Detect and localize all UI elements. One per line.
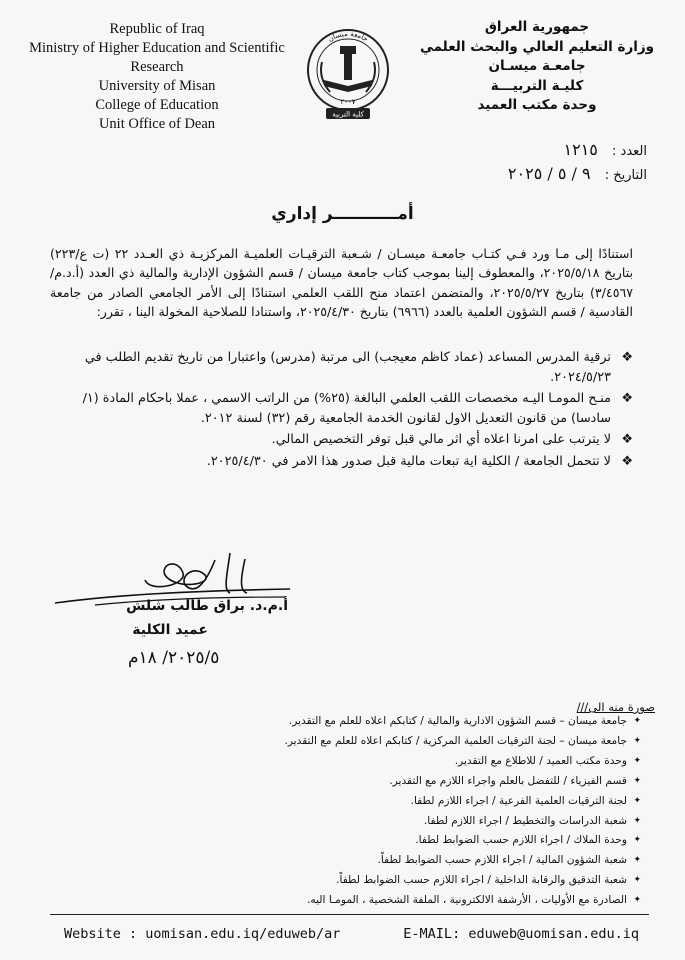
cc-list xyxy=(60,712,641,911)
footer-website[interactable]: Website : uomisan.edu.iq/eduweb/ar xyxy=(64,926,341,942)
reference-date-value: ٩ / ٥ / ٢٠٢٥ xyxy=(507,164,591,183)
letterhead-line: University of Misan xyxy=(98,78,216,94)
cc-item: ✦ قسم الفيزياء / للتفضل بالعلم واجراء اللازم مع التقدير. xyxy=(60,772,641,792)
reference-date xyxy=(508,164,647,183)
order-clause: ❖ منـح المومـا اليـه مخصصات اللقب العلمي البالغة (٢٥%) من الراتب الاسمي ، عملا باحكام المادة (١/سادسا) من قانون التعديل الاول لقانون الخدمة الجامعية رقم (٣٢) لسنة ٢٠١٢. xyxy=(60,389,633,428)
seal-bottom-text: كلية التربية xyxy=(332,110,364,119)
cc-item: ✦ جامعة ميسان – لجنة الترقيات العلمية المركزية / كتابكم اعلاه للعلم مع التقدير. xyxy=(60,732,641,752)
reference-date-label: التاريخ : xyxy=(604,168,647,183)
letterhead-line: جامعـة ميسـان xyxy=(488,58,586,74)
seal-top-text: جامعة ميسان xyxy=(326,29,370,44)
footer-divider xyxy=(50,914,649,915)
cc-item: ✦ وحدة مكتب العميد / للاطلاع مع التقدير. xyxy=(60,752,641,772)
letterhead-line: College of Education xyxy=(95,97,219,113)
order-clause: ❖ لا يترتب على امرنا اعلاه أي اثر مالي قبل توفر التخصيص المالي. xyxy=(60,430,633,450)
cc-item: ✦ جامعة ميسان – قسم الشؤون الادارية والمالية / كتابكم اعلاه للعلم مع التقدير. xyxy=(60,712,641,732)
university-seal-logo xyxy=(302,22,394,122)
letterhead-line: وزارة التعليم العالي والبحث العلمي xyxy=(419,38,655,55)
cc-item: ✦ وحدة الملاك / اجراء اللازم حسب الضوابط لطفا. xyxy=(60,831,641,851)
cc-heading: صورة منه الى/// xyxy=(576,700,655,714)
letterhead-line: Republic of Iraq xyxy=(109,21,205,37)
signatory-name: أ.م.د. براق طالب شلش xyxy=(126,598,288,614)
footer-email[interactable]: E-MAIL: eduweb@uomisan.edu.iq xyxy=(403,926,639,942)
reference-number xyxy=(564,140,648,159)
cc-item: ✦ شعبة الدراسات والتخطيط / اجراء اللازم لطفا. xyxy=(60,812,641,832)
order-clause: ❖ لا تتحمل الجامعة / الكلية اية تبعات مالية قبل صدور هذا الامر في ٢٠٢٥/٤/٣٠. xyxy=(60,452,633,472)
cc-item: ✦ الصادرة مع الأوليات ، الأرشفة الالكترونية ، الملفة الشخصية ، المومـا اليه. xyxy=(60,891,641,911)
reference-number-label: العدد : xyxy=(612,144,647,159)
signatory-title: عميد الكلية xyxy=(132,622,208,638)
english-letterhead xyxy=(22,20,292,134)
cc-item: ✦ شعبة التدقيق والرقابة الداخلية / اجراء اللازم حسب الضوابط لطفاً. xyxy=(60,871,641,891)
reference-number-value: ١٢١٥ xyxy=(563,140,598,159)
cc-item: ✦ شعبة الشؤون المالية / اجراء اللازم حسب الضوابط لطفاً. xyxy=(60,851,641,871)
letterhead-line: Ministry of Higher Education and Scientific Research xyxy=(29,40,285,75)
letterhead-line: Unit Office of Dean xyxy=(98,116,216,132)
seal-year: ٢٠٠٧ xyxy=(340,98,356,106)
document-title: أمـــــــــــر إداري xyxy=(271,204,414,224)
letterhead-line: وحدة مكتب العميد xyxy=(477,97,597,113)
order-clauses xyxy=(60,348,633,473)
arabic-letterhead xyxy=(417,18,657,116)
order-clause: ❖ ترقية المدرس المساعد (عماد كاظم معيجب) الى مرتبة (مدرس) واعتبارا من تاريخ تقديم الطلب في ٢٠٢٤/٥/٢٣. xyxy=(60,348,633,387)
letterhead-line: كليـة التربيـــة xyxy=(490,77,584,94)
signature-date: ٢٠٢٥/٥/ ١٨م xyxy=(128,648,220,668)
letterhead-line: جمهورية العراق xyxy=(484,19,590,35)
order-preamble: استنادًا إلى مـا ورد فـي كتـاب جامعـة ميسـان / شـعبة الترقيـات العلميـة المركزيـة ذي العـدد ٢٢ (ت ع/٢٢٣) بتاريخ ٢٠٢٥/٥/١٨، والمعطوف إلينا بموجب كتاب جامعة ميسان / قسم الشؤون الإدارية والمالية ذي العدد (أ.د.م/٣/٤٥٦٧) بتاريخ ٢٠٢٥/٥/٢٧، والمتضمن اعتماد منح اللقب العلمي استنادًا إلى الأمر الجامعي الصادر من جامعة القادسية / قسم الشؤون العلمية بالعدد (٦٩٦٦) بتاريخ ٢٠٢٥/٤/٣٠، واستنادا للصلاحية المخولة الينا ، تقرر: xyxy=(50,246,633,319)
cc-item: ✦ لجنة الترقيات العلمية الفرعية / اجراء اللازم لطفا. xyxy=(60,792,641,812)
